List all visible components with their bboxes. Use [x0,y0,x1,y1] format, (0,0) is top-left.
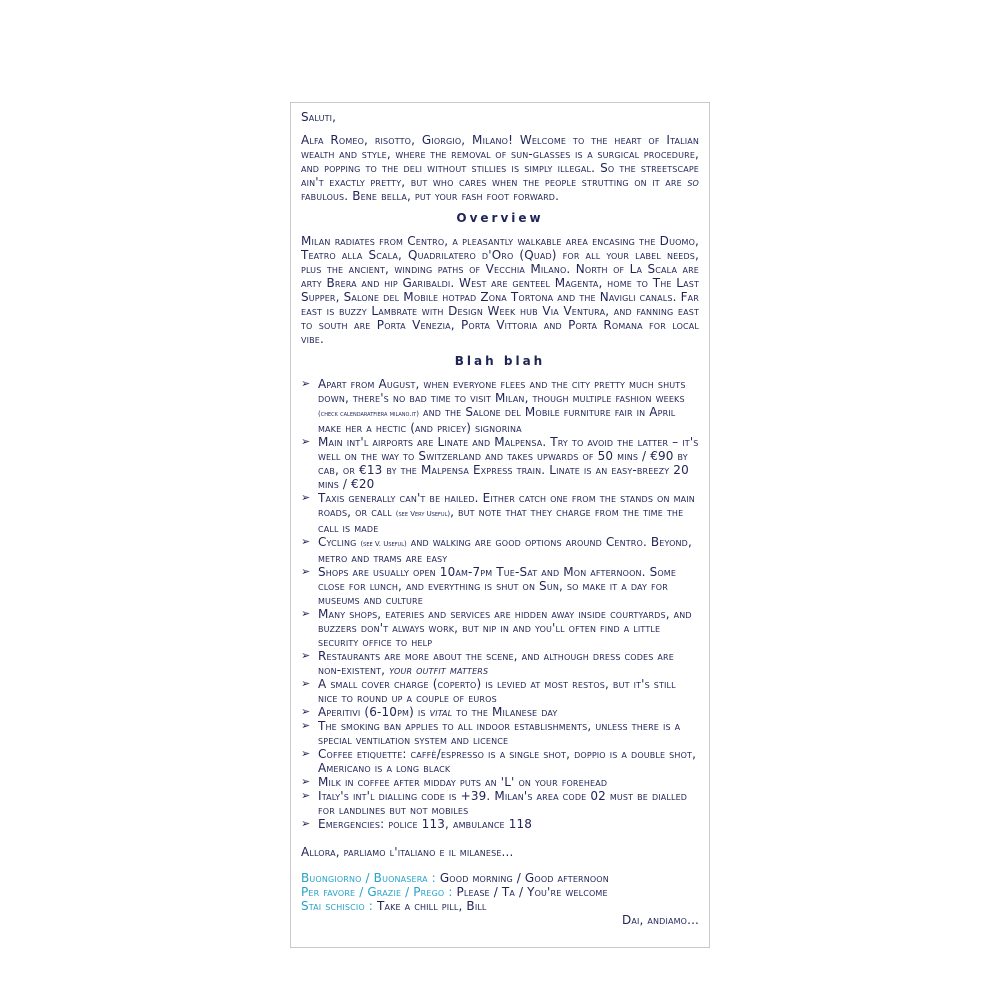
arrow-bullet-icon: ➢ [301,705,311,718]
tip-text-end: , but note that they charge from the time the call is made [318,505,684,535]
tip-item [301,705,699,719]
tip-item [301,491,699,535]
arrow-bullet-icon: ➢ [301,775,311,788]
tip-text-end: and the Salone del Mobile furniture fair in April make her a hectic (and pricey) signorina [318,405,676,435]
tip-text: Coffee etiquette: caffè/espresso is a single shot, doppio is a double shot, Americano is a long black [318,747,697,775]
tip-text: Restaurants are more about the scene, and although dress codes are non-existent, [318,649,674,677]
greeting: Saluti, [301,110,337,124]
tip-small-text: (see Very Useful) [395,510,451,518]
phrase-line [301,871,699,885]
tip-text: Emergencies: police 113, ambulance 118 [318,817,533,831]
guide-content [291,103,709,927]
tip-text: A small cover charge (coperto) is levied at most restos, but it's still nice to round up a couple of euros [318,677,676,705]
tip-text: Cycling [318,535,361,549]
tip-small-text: (check calendaratfiera milano.it) [318,410,419,418]
arrow-bullet-icon: ➢ [301,377,311,390]
intro-paragraph [301,133,699,203]
tip-emphasis: your outfit matters [389,663,489,677]
tip-item [301,435,699,491]
arrow-bullet-icon: ➢ [301,607,311,620]
tip-text: Main int'l airports are Linate and Malpensa. Try to avoid the latter – it's well on the way to Switzerland and takes upwards of 50 mins / €90 by cab, or €13 by the Malpensa Express train. Linate is an easy-breezy 20 mins / €20 [318,435,699,491]
closing-line: Dai, andiamo... [621,913,699,927]
arrow-bullet-icon: ➢ [301,747,311,760]
tips-list [301,377,699,831]
tip-text: Taxis generally can't be hailed. Either catch one from the stands on main roads, or call [318,491,695,519]
guide-card [290,102,710,948]
arrow-bullet-icon: ➢ [301,435,311,448]
italian-phrase: Per favore / Grazie / Prego : [301,885,453,899]
arrow-bullet-icon: ➢ [301,565,311,578]
tip-text-end: to the Milanese day [452,705,558,719]
arrow-bullet-icon: ➢ [301,789,311,802]
intro-text-end: fabulous. Bene bella, put your fash foot forward. [301,189,560,203]
tip-text: Milk in coffee after midday puts an 'L' on your forehead [318,775,608,789]
english-translation: Please / Ta / You're welcome [452,885,608,899]
italian-phrase: Buongiorno / Buonasera : [301,871,436,885]
blah-heading: Blah blah [454,354,546,368]
tip-item [301,719,699,747]
tip-small-text: (see V. Useful) [360,540,407,548]
overview-paragraph: Milan radiates from Centro, a pleasantly walkable area encasing the Duomo, Teatro alla Scala, Quadrilatero d'Oro (Quad) for all your label needs, plus the ancient, winding paths of Vecchia Milano. North of La Scala are arty Brera and hip Garibaldi. West are genteel Magenta, home to The Last Supper, Salone del Mobile hotpad Zona Tortona and the Navigli canals. Far east is buzzy Lambrate with Design Week hub Via Ventura, and fanning east to south are Porta Venezia, Porta Vittoria and Porta Romana for local vibe. [301,234,699,346]
intro-emphasis: so [687,175,699,189]
tip-item [301,677,699,705]
tip-emphasis: vital [429,705,453,719]
tip-text: Aperitivi (6-10pm) is [318,705,430,719]
arrow-bullet-icon: ➢ [301,535,311,548]
tip-text: Many shops, eateries and services are hidden away inside courtyards, and buzzers don't always work, but nip in and you'll often find a little security office to help [318,607,692,649]
allora-line: Allora, parliamo l'italiano e il milanese... [301,845,514,859]
arrow-bullet-icon: ➢ [301,491,311,504]
overview-heading: Overview [456,211,544,225]
italian-phrase: Stai schiscio : [301,899,373,913]
tip-item [301,775,699,789]
tip-item [301,565,699,607]
arrow-bullet-icon: ➢ [301,719,311,732]
tip-item [301,789,699,817]
tip-text: Shops are usually open 10am-7pm Tue-Sat and Mon afternoon. Some close for lunch, and everything is shut on Sun, so make it a day for museums and culture [318,565,677,607]
tip-item [301,817,699,831]
phrase-line [301,899,699,913]
tip-item [301,535,699,565]
tip-item [301,649,699,677]
tip-item [301,377,699,435]
english-translation: Take a chill pill, Bill [373,899,487,913]
tip-text-end: and walking are good options around Centro. Beyond, metro and trams are easy [318,535,692,565]
arrow-bullet-icon: ➢ [301,677,311,690]
tip-item [301,747,699,775]
intro-text: Alfa Romeo, risotto, Giorgio, Milano! Welcome to the heart of Italian wealth and style, where the removal of sun-glasses is a surgical procedure, and popping to the deli without stillies is simply illegal. So the streetscape ain't exactly pretty, but who cares when the people strutting on it are [301,133,699,189]
tip-text: Italy's int'l dialling code is +39. Milan's area code 02 must be dialled for landlines but not mobiles [318,789,688,817]
tip-text: The smoking ban applies to all indoor establishments, unless there is a special ventilation system and licence [318,719,681,747]
english-translation: Good morning / Good afternoon [435,871,609,885]
arrow-bullet-icon: ➢ [301,649,311,662]
arrow-bullet-icon: ➢ [301,817,311,830]
phrase-line [301,885,699,899]
tip-text: Apart from August, when everyone flees and the city pretty much shuts down, there's no bad time to visit Milan, though multiple fashion weeks [318,377,686,405]
tip-item [301,607,699,649]
